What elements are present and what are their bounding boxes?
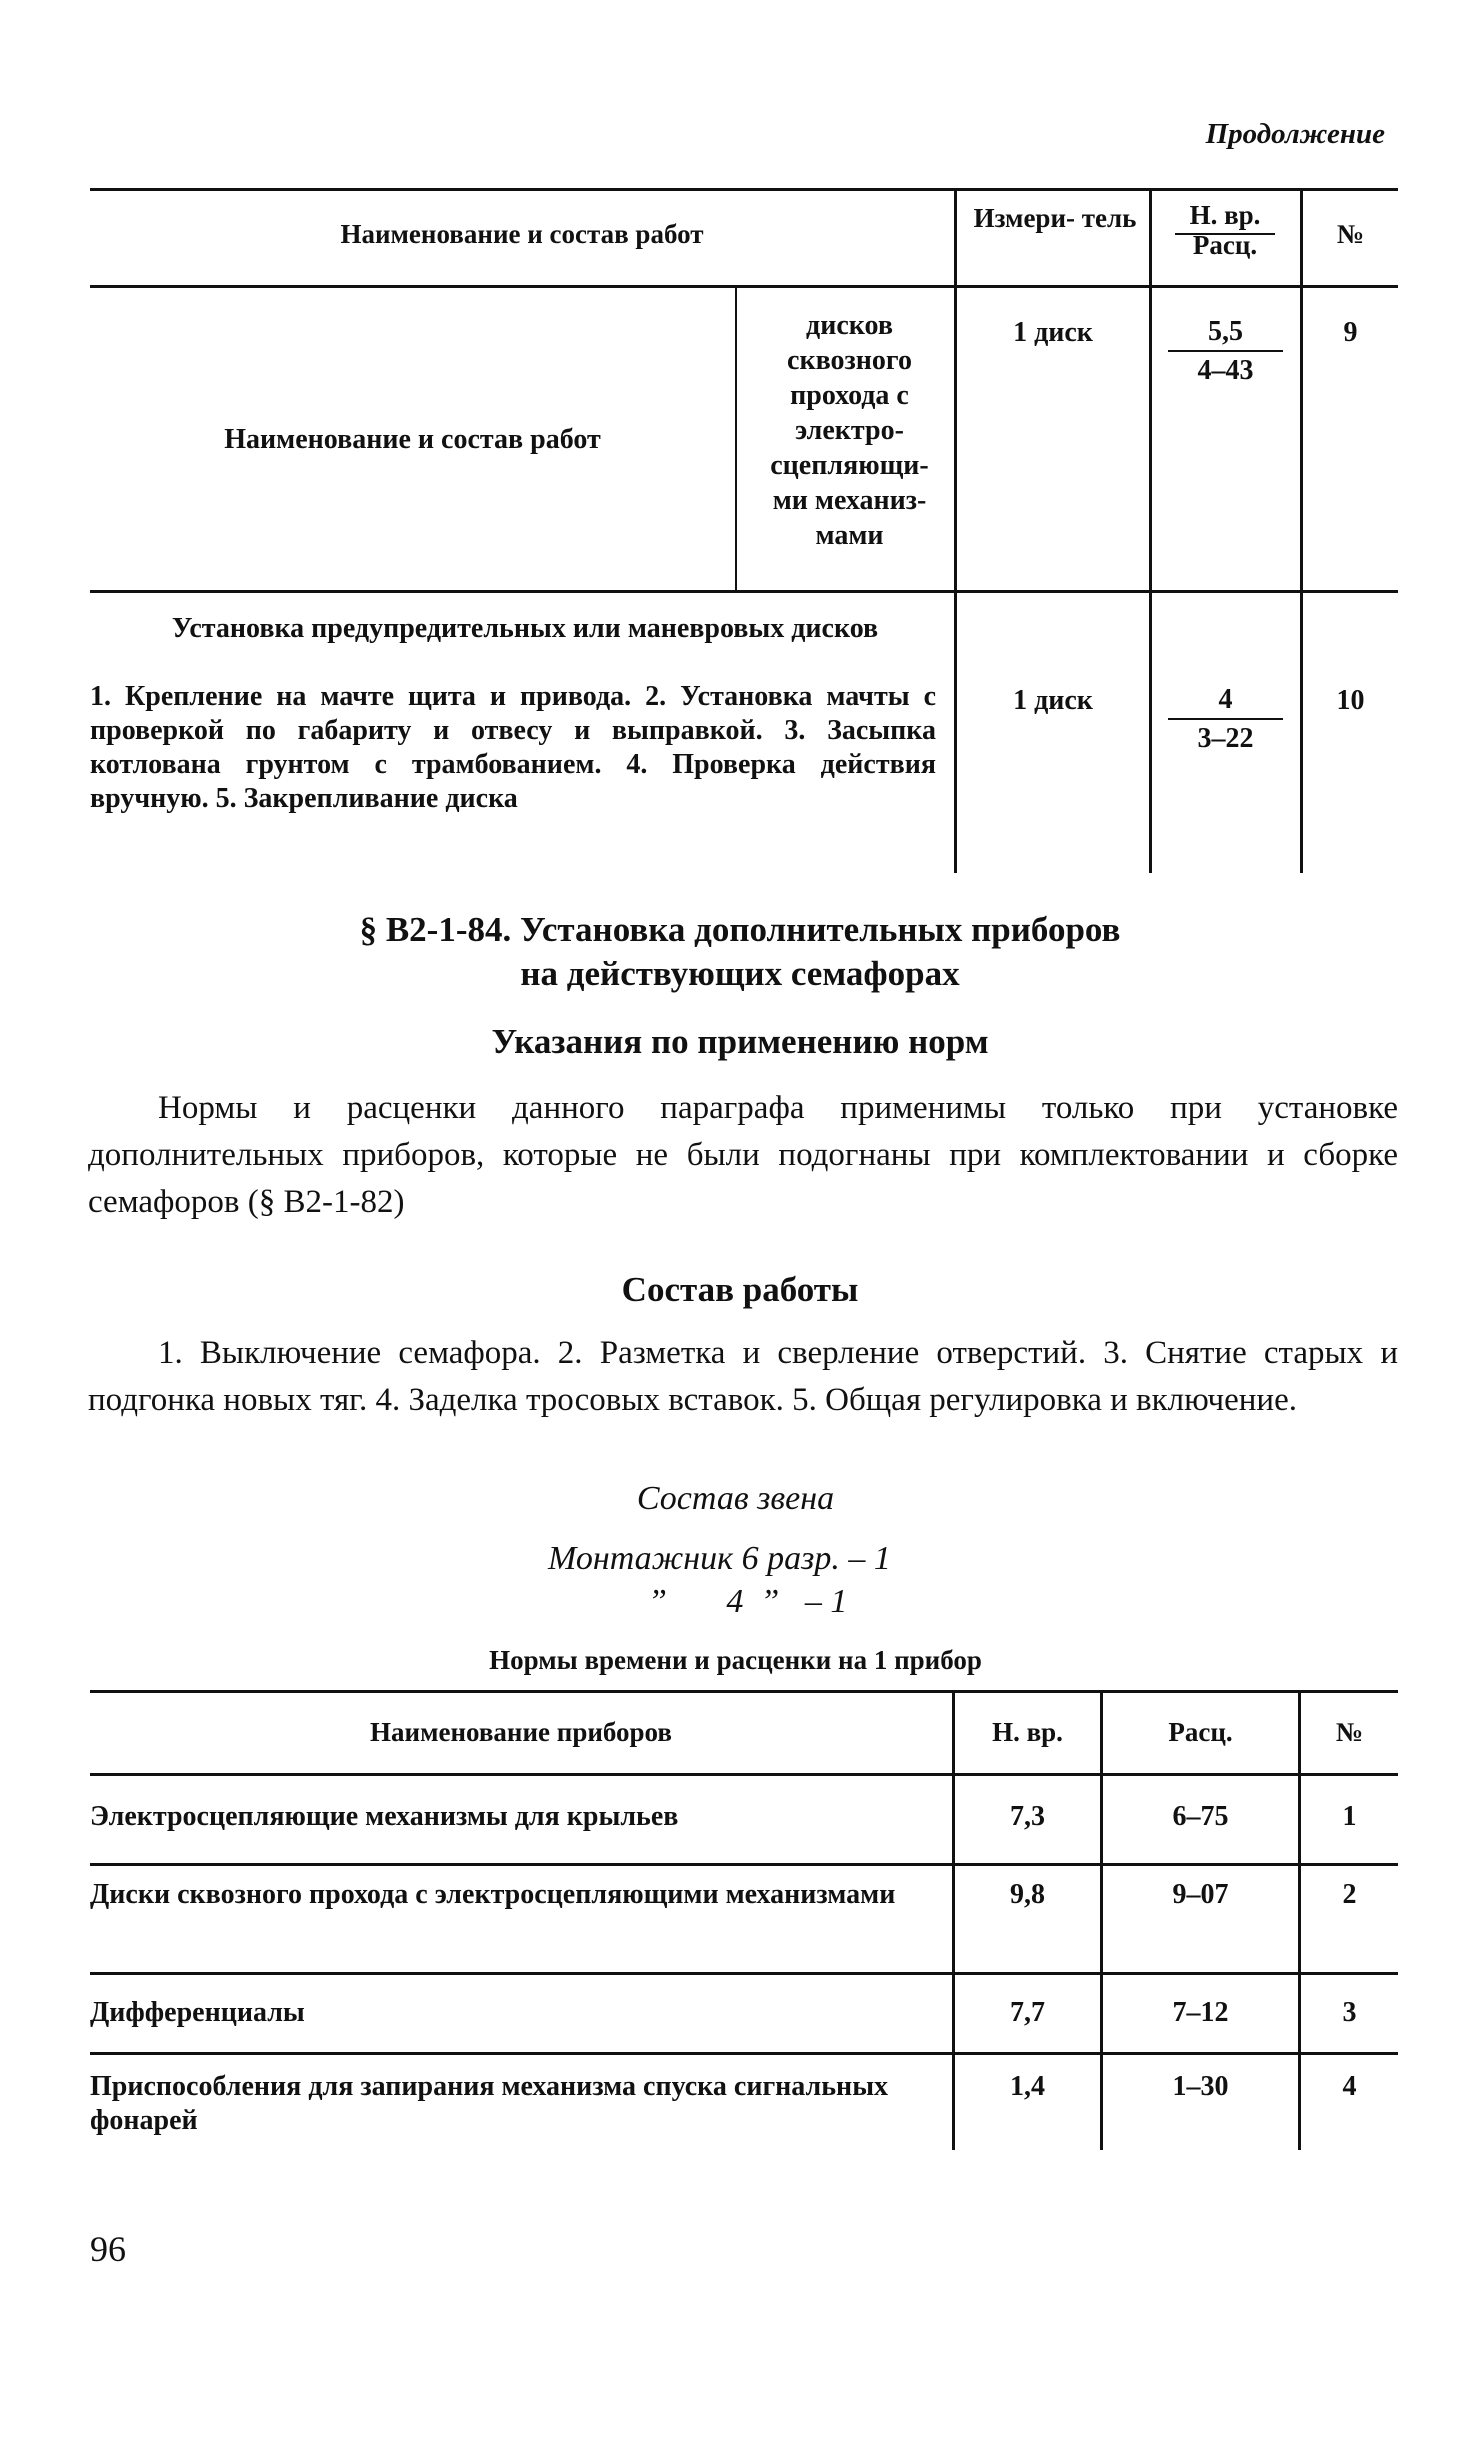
header-unit: Измери- тель <box>973 203 1137 233</box>
table-row-no: 1 <box>1342 1801 1357 1832</box>
page-number: 96 <box>90 2229 126 2269</box>
row1-no: 9 <box>1343 317 1358 348</box>
table-row-no: 2 <box>1342 1879 1357 1910</box>
work-text: 1. Выключение семафора. 2. Разметка и сверление отверстий. 3. Снятие старых и подгонка новых тяг. 4. Заделка тросовых вставок. 5. Общая регулировка и включение. <box>88 1335 1398 1418</box>
norms-caption: Нормы времени и расценки на 1 прибор <box>489 1645 982 1675</box>
table-rule <box>90 1972 1398 1975</box>
fraction-bar <box>1168 718 1283 720</box>
header-norm-rate <box>1175 200 1275 261</box>
row2-title: Установка предупредительных или маневровых дисков <box>171 613 879 644</box>
table-row-name: Электросцепляющие механизмы для крыльев <box>90 1801 679 1832</box>
header-norm: Н. вр. <box>1189 200 1261 230</box>
table-row-rate: 1–30 <box>1172 2071 1229 2102</box>
row1-rate: 4–43 <box>1197 355 1254 386</box>
row2-norm-rate <box>1168 684 1283 755</box>
guidance-text: Нормы и расценки данного параграфа применимы только при установке дополнительных приборов, которые не были подогнаны при комплектовании и сборке семафоров (§ В2-1-82) <box>88 1090 1398 1220</box>
t2-header-norm: Н. вр. <box>992 1717 1063 1747</box>
guidance-title: Указания по применению норм <box>491 1022 989 1061</box>
table-rule <box>90 590 1398 593</box>
table-rule <box>735 285 737 590</box>
header-rate: Расц. <box>1192 230 1258 260</box>
table-rule <box>1300 188 1303 873</box>
table-rule <box>954 188 957 873</box>
norms-table-continued <box>90 188 1398 873</box>
table-row-no: 3 <box>1342 1997 1357 2028</box>
table-rule <box>90 188 1398 191</box>
row2-no: 10 <box>1336 685 1365 716</box>
table-rule <box>90 1773 1398 1776</box>
row2-description: 1. Крепление на мачте щита и привода. 2. Установка мачты с проверкой по габариту и отвесу и выправкой. 3. Засыпка котлована грунтом с трамбованием. 4. Проверка действия вручную. 5. Закрепливание диска <box>90 681 936 814</box>
table-row-name: Приспособления для запирания механизма спуска сигнальных фонарей <box>90 2071 889 2136</box>
crew-line2: ” 4 ” – 1 <box>648 1583 848 1620</box>
table-row-norm: 9,8 <box>1010 1879 1045 1910</box>
t2-header-no: № <box>1335 1717 1364 1747</box>
row1-left-label: Наименование и состав работ <box>224 424 601 455</box>
table-row-rate: 9–07 <box>1172 1879 1229 1910</box>
table-row-rate: 7–12 <box>1172 1997 1229 2028</box>
table-rule <box>90 1863 1398 1866</box>
table-rule <box>90 1690 1398 1693</box>
work-title: Состав работы <box>621 1270 859 1309</box>
table-rule <box>90 2052 1398 2055</box>
devices-norms-table <box>90 1690 1398 2150</box>
header-no: № <box>1336 219 1365 249</box>
table-rule <box>1149 188 1152 873</box>
continuation-label: Продолжение <box>1205 118 1385 150</box>
table-row-norm: 7,3 <box>1010 1801 1045 1832</box>
row2-unit: 1 диск <box>1013 685 1093 716</box>
table-row-name: Дифференциалы <box>90 1997 305 2028</box>
table-row-name: Диски сквозного прохода с электросцепляющими механизмами <box>90 1879 896 1910</box>
table-row-rate: 6–75 <box>1172 1801 1229 1832</box>
table-row-no: 4 <box>1342 2071 1357 2102</box>
table-row-norm: 1,4 <box>1010 2071 1045 2102</box>
row1-item: дисков сквозного прохода с электро- сцепляющи- ми механиз- мами <box>770 310 929 551</box>
crew-line1: Монтажник 6 разр. – 1 <box>548 1540 891 1577</box>
row1-unit: 1 диск <box>1013 317 1093 348</box>
crew-title: Состав звена <box>636 1480 835 1517</box>
header-name: Наименование и состав работ <box>340 219 704 249</box>
table-rule <box>90 285 1398 288</box>
row2-norm: 4 <box>1218 684 1233 715</box>
fraction-bar <box>1168 350 1283 352</box>
section-title-line2: на действующих семафорах <box>520 954 960 993</box>
t2-header-name: Наименование приборов <box>370 1717 672 1747</box>
row2-rate: 3–22 <box>1197 723 1254 754</box>
table-row-norm: 7,7 <box>1010 1997 1045 2028</box>
row1-norm-rate <box>1168 316 1283 387</box>
section-title-line1: § В2-1-84. Установка дополнительных приборов <box>359 910 1121 949</box>
row1-norm: 5,5 <box>1208 316 1243 347</box>
t2-header-rate: Расц. <box>1168 1717 1233 1747</box>
